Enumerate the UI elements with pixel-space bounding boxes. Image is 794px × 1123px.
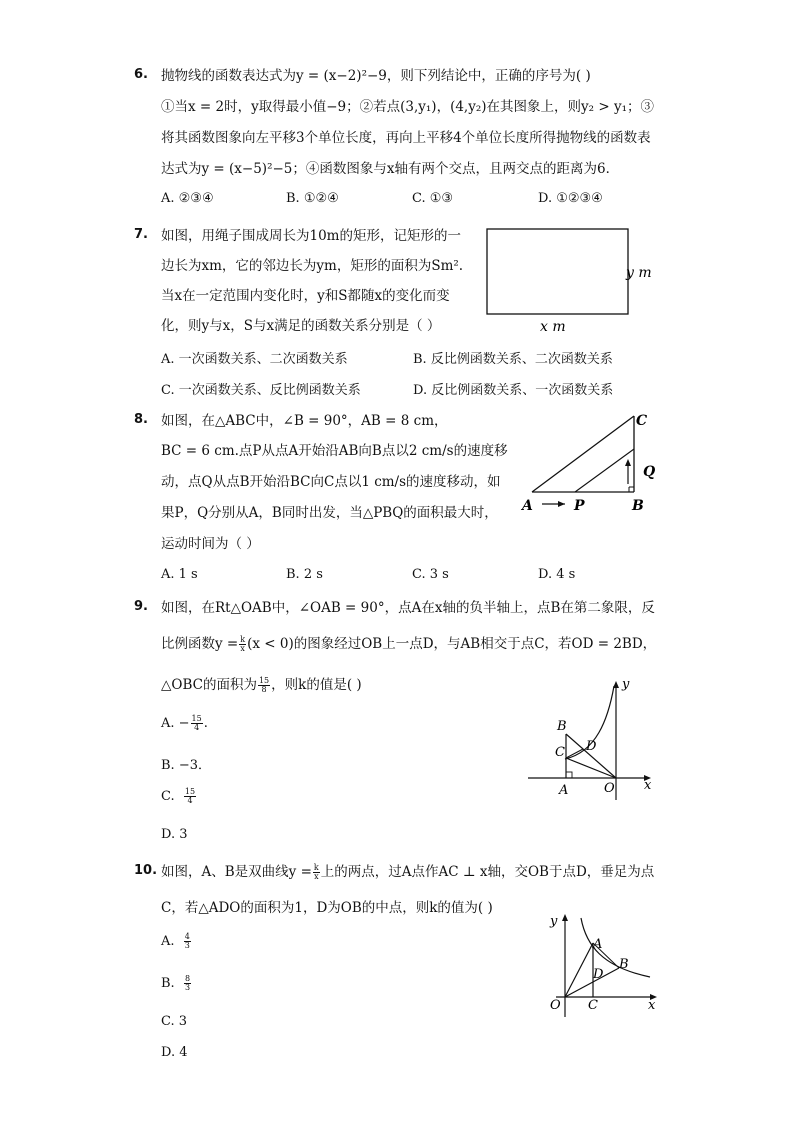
q10-label-x: x	[648, 998, 656, 1013]
q9-option-a-prefix: A. −	[161, 716, 190, 731]
q10-option-a-den: 3	[184, 941, 190, 950]
q9-line-3	[161, 675, 362, 695]
q7-line-2: 边长为xm，它的邻边长为ym，矩形的面积为Sm².	[161, 258, 464, 274]
q10-number: 10.	[134, 863, 158, 878]
q9-area-num: 15	[258, 676, 270, 685]
q9-option-a-suffix: .	[203, 716, 208, 731]
q6-option-a: A. ②③④	[161, 191, 214, 206]
q10-label-d: D	[593, 967, 604, 982]
q9-fraction-area	[258, 677, 270, 694]
q7-rectangle-figure	[480, 222, 660, 337]
q6-number: 6.	[134, 67, 148, 82]
q10-option-a-num: 4	[184, 932, 190, 941]
q10-fraction-k-over-x	[313, 864, 320, 881]
q9-option-d: D. 3	[161, 827, 188, 842]
q10-option-b-num: 8	[184, 974, 191, 983]
q6-line-4: 达式为y = (x−5)²−5；④函数图象与x轴有两个交点，且两交点的距离为6．	[161, 161, 620, 177]
q9-line-3-start: △OBC的面积为	[161, 677, 257, 693]
q10-label-o: O	[550, 998, 561, 1013]
q9-label-y: y	[622, 677, 630, 692]
q8-line-4: 果P，Q分别从A，B同时出发，当△PBQ的面积最大时，	[161, 505, 498, 521]
q10-label-a: A	[593, 937, 603, 952]
q9-option-c-prefix: C.	[161, 789, 175, 804]
q9-option-c-num: 15	[184, 787, 196, 796]
q8-option-b: B. 2 s	[286, 567, 323, 582]
q10-line-1-start: 如图，A、B是双曲线y =	[161, 864, 312, 880]
q7-line-3: 当x在一定范围内变化时，y和S都随x的变化而变	[161, 288, 450, 304]
q10-option-d: D. 4	[161, 1045, 188, 1060]
q10-line-2: C，若△ADO的面积为1，D为OB的中点，则k的值为( )	[161, 900, 493, 916]
q8-line-2: BC = 6 cm.点P从点A开始沿AB向B点以2 cm/s的速度移	[161, 443, 508, 459]
q8-number: 8.	[134, 412, 148, 427]
q9-option-c	[161, 788, 197, 805]
q9-line-2-end: (x < 0)的图象经过OB上一点D，与AB相交于点C，若OD = 2BD，	[247, 636, 657, 652]
q10-line-1-end: 上的两点，过A点作AC ⊥ x轴，交OB于点D，垂足为点	[320, 864, 655, 880]
q6-line-2: ①当x = 2时，y取得最小值−9；②若点(3,y₁)，(4,y₂)在其图象上，则y₂ > y₁；③	[161, 99, 654, 115]
q8-line-5: 运动时间为（ ）	[161, 536, 260, 552]
q9-option-a-num: 15	[191, 714, 202, 723]
q9-option-c-den: 4	[187, 796, 193, 805]
q10-option-b-den: 3	[184, 983, 191, 992]
q8-label-p: P	[574, 498, 585, 514]
q8-line-1: 如图，在△ABC中，∠B = 90°，AB = 8 cm，	[161, 413, 448, 429]
q7-option-a: A. 一次函数关系、二次函数关系	[161, 352, 348, 367]
q9-area-den: 8	[261, 685, 267, 694]
q8-line-3: 动，点Q从点B开始沿BC向C点以1 cm/s的速度移动，如	[161, 474, 501, 490]
q10-label-c: C	[588, 998, 598, 1013]
q10-frac-den: x	[314, 872, 319, 881]
q10-frac-num: k	[313, 863, 319, 872]
q9-line-3-end: ，则k的值是( )	[271, 677, 362, 693]
q10-option-a-prefix: A.	[161, 934, 175, 949]
q7-option-c: C. 一次函数关系、反比例函数关系	[161, 383, 361, 398]
q7-number: 7.	[134, 227, 148, 242]
q9-fraction-k-over-x	[239, 636, 246, 653]
q7-option-d: D. 反比例函数关系、一次函数关系	[413, 383, 614, 398]
q7-label-x: x m	[540, 319, 566, 335]
q9-frac-num: k	[240, 635, 246, 644]
q10-option-c: C. 3	[161, 1014, 188, 1029]
q9-coordinate-figure	[520, 672, 660, 807]
q10-line-1	[161, 862, 654, 882]
q9-label-c: C	[555, 745, 565, 760]
q9-option-a	[161, 715, 208, 732]
q8-triangle-figure	[515, 406, 665, 516]
q9-line-2-start: 比例函数y =	[161, 636, 239, 652]
q6-option-c: C. ①③	[412, 191, 454, 206]
q7-line-4: 化，则y与x，S与x满足的函数关系分别是（ ）	[161, 318, 441, 334]
q9-label-o: O	[604, 781, 615, 796]
q8-label-b: B	[632, 498, 644, 514]
q9-label-x: x	[644, 778, 652, 793]
q10-label-y: y	[550, 914, 558, 929]
q6-option-b: B. ①②④	[286, 191, 339, 206]
q9-line-2	[161, 634, 656, 654]
q9-option-a-den: 4	[194, 723, 200, 732]
q8-label-a: A	[522, 498, 533, 514]
q7-option-b: B. 反比例函数关系、二次函数关系	[413, 352, 613, 367]
q8-option-c: C. 3 s	[412, 567, 449, 582]
q8-option-d: D. 4 s	[538, 567, 576, 582]
q9-number: 9.	[134, 599, 148, 614]
q9-option-c-fraction	[184, 788, 196, 805]
q10-label-b: B	[619, 957, 629, 972]
q9-option-a-fraction	[191, 715, 203, 732]
q8-label-c: C	[636, 413, 648, 429]
q10-option-b-fraction	[184, 975, 191, 992]
q9-frac-den: x	[240, 644, 245, 653]
q10-option-a	[161, 933, 192, 950]
q9-label-d: D	[586, 739, 597, 754]
q10-option-b-prefix: B.	[161, 976, 175, 991]
q7-line-1: 如图，用绳子围成周长为10m的矩形，记矩形的一	[161, 228, 461, 244]
q9-label-a: A	[559, 783, 569, 798]
q9-label-b: B	[557, 719, 567, 734]
q9-line-1: 如图，在Rt△OAB中，∠OAB = 90°，点A在x轴的负半轴上，点B在第二象限，反	[161, 600, 655, 616]
q6-line-3: 将其函数图象向左平移3个单位长度，再向上平移4个单位长度所得抛物线的函数表	[161, 130, 651, 146]
q10-hyperbola-figure	[540, 905, 665, 1025]
q6-line-1: 抛物线的函数表达式为y = (x−2)²−9，则下列结论中，正确的序号为( )	[161, 68, 591, 84]
q7-label-y: y m	[626, 265, 652, 281]
q10-option-a-fraction	[184, 933, 191, 950]
q6-option-d: D. ①②③④	[538, 191, 603, 206]
q10-option-b	[161, 975, 192, 992]
q8-label-q: Q	[643, 464, 656, 480]
q8-option-a: A. 1 s	[161, 567, 198, 582]
q9-option-b: B. −3．	[161, 758, 211, 773]
